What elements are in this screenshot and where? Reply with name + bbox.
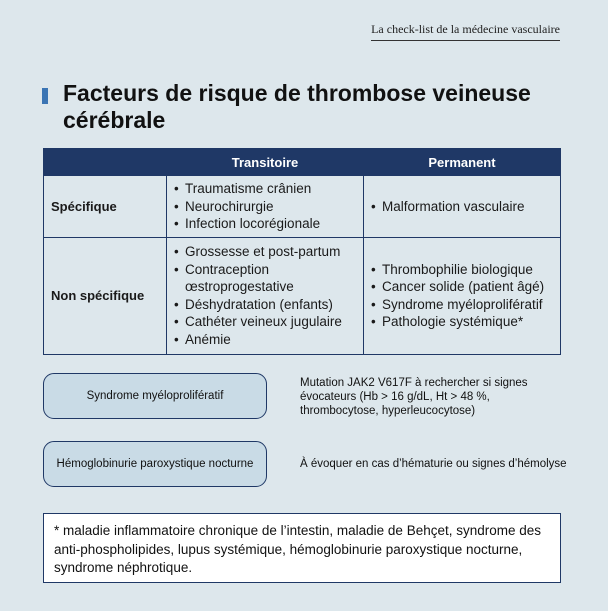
callout-note-hemolyse: À évoquer en cas d’hématurie ou signes d’hémolyse [300,458,567,470]
column-header-permanent: Permanent [364,149,561,176]
title-marker [42,88,48,104]
table-row [44,237,561,354]
bullet-list [174,180,356,233]
column-header-transitoire: Transitoire [167,149,364,176]
column-header-empty [44,149,167,176]
cell-specifique-transitoire [167,176,364,238]
table-header-row [44,149,561,176]
callout-pill-syndrome-myeloproliferatif: Syndrome myéloprolifératif [43,373,267,419]
list-item: • Grossesse et post-partum [174,243,356,261]
cell-non-specifique-permanent [364,237,561,354]
list-item: • Neurochirurgie [174,198,356,216]
running-header: La check-list de la médecine vasculaire [371,22,560,41]
list-item: • Traumatisme crânien [174,180,356,198]
bullet-list [174,243,356,348]
list-item: • Cathéter veineux jugulaire [174,313,356,331]
list-item: • Anémie [174,331,356,349]
list-item: • Pathologie systémique* [371,313,553,331]
list-item: • Déshydratation (enfants) [174,296,356,314]
row-label-non-specifique: Non spécifique [44,237,167,354]
risk-factor-table [43,148,561,355]
bullet-list [371,198,553,216]
bullet-list [371,261,553,331]
list-item: • Infection locorégionale [174,215,356,233]
table-row [44,176,561,238]
callout-pill-hemoglobinurie: Hémoglobinurie paroxystique nocturne [43,441,267,487]
list-item: • Contraception œstroprogestative [174,261,356,296]
page-title: Facteurs de risque de thrombose veineuse cérébrale [63,80,531,133]
cell-specifique-permanent [364,176,561,238]
cell-non-specifique-transitoire [167,237,364,354]
footnote-box: * maladie inflammatoire chronique de l’intestin, maladie de Behçet, syndrome des anti-phospholipides, lupus systémique, hémoglobinurie paroxystique nocturne, syndrome néphrotique. [43,513,561,583]
list-item: • Malformation vasculaire [371,198,553,216]
row-label-specifique: Spécifique [44,176,167,238]
list-item: • Cancer solide (patient âgé) [371,278,553,296]
list-item: • Syndrome myéloprolifératif [371,296,553,314]
list-item: • Thrombophilie biologique [371,261,553,279]
callout-note-jak2: Mutation JAK2 V617F à rechercher si signes évocateurs (Hb > 16 g/dL, Ht > 48 %, thrombocytose, hyperleucocytose) [300,377,528,417]
